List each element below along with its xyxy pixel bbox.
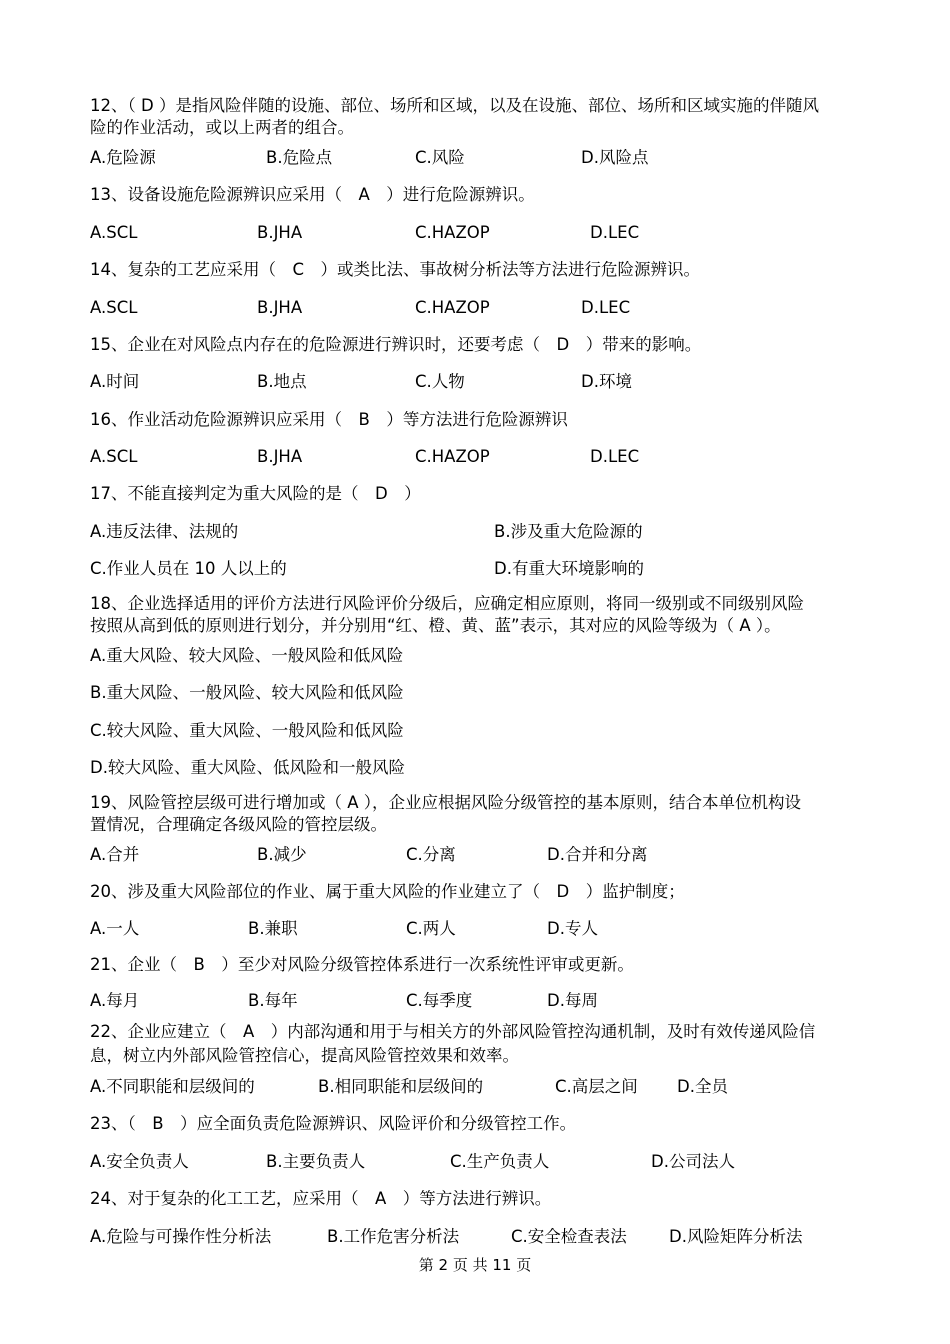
question-21-option-b: B.每年 bbox=[248, 991, 298, 1010]
question-13-option-b: B.JHA bbox=[257, 223, 303, 242]
question-13-option-d: D.LEC bbox=[590, 223, 640, 242]
question-17-option-a: A.违反法律、法规的 bbox=[90, 522, 239, 541]
question-19-option-c: C.分离 bbox=[406, 845, 456, 864]
question-22-option-a: A.不同职能和层级间的 bbox=[90, 1077, 255, 1096]
question-19-option-b: B.减少 bbox=[257, 845, 307, 864]
question-14-option-d: D.LEC bbox=[581, 298, 631, 317]
question-19-line-2: 置情况，合理确定各级风险的管控层级。 bbox=[90, 815, 387, 834]
question-17-option-c: C.作业人员在 10 人以上的 bbox=[90, 559, 287, 578]
question-15-option-a: A.时间 bbox=[90, 372, 140, 391]
question-15-option-c: C.人物 bbox=[415, 372, 465, 391]
question-21-option-a: A.每月 bbox=[90, 991, 140, 1010]
question-22-option-d: D.全员 bbox=[677, 1077, 728, 1096]
question-24-line-1: 24、对于复杂的化工工艺，应采用（ A ）等方法进行辨识。 bbox=[90, 1189, 552, 1208]
question-22-option-b: B.相同职能和层级间的 bbox=[318, 1077, 484, 1096]
question-22-line-1: 22、企业应建立（ A ）内部沟通和用于与相关方的外部风险管控沟通机制，及时有效传递风险信 bbox=[90, 1022, 816, 1041]
question-16-option-d: D.LEC bbox=[590, 447, 640, 466]
question-16-line-1: 16、作业活动危险源辨识应采用（ B ）等方法进行危险源辨识 bbox=[90, 410, 568, 429]
question-23-option-b: B.主要负责人 bbox=[266, 1152, 366, 1171]
question-14-line-1: 14、复杂的工艺应采用（ C ）或类比法、事故树分析法等方法进行危险源辨识。 bbox=[90, 260, 701, 279]
question-13-line-1: 13、设备设施危险源辨识应采用（ A ）进行危险源辨识。 bbox=[90, 185, 535, 204]
question-21-line-1: 21、企业（ B ）至少对风险分级管控体系进行一次系统性评审或更新。 bbox=[90, 955, 634, 974]
page-number-footer: 第 2 页 共 11 页 bbox=[418, 1256, 532, 1274]
question-23-option-c: C.生产负责人 bbox=[450, 1152, 550, 1171]
question-18-option-d: D.较大风险、重大风险、低风险和一般风险 bbox=[90, 758, 405, 777]
question-15-option-d: D.环境 bbox=[581, 372, 632, 391]
question-18-option-c: C.较大风险、重大风险、一般风险和低风险 bbox=[90, 721, 404, 740]
question-20-option-b: B.兼职 bbox=[248, 919, 298, 938]
question-15-option-b: B.地点 bbox=[257, 372, 307, 391]
question-16-option-c: C.HAZOP bbox=[415, 447, 490, 466]
question-24-option-c: C.安全检查表法 bbox=[511, 1227, 627, 1246]
question-18-option-a: A.重大风险、较大风险、一般风险和低风险 bbox=[90, 646, 404, 665]
question-19-option-a: A.合并 bbox=[90, 845, 140, 864]
question-18-line-2: 按照从高到低的原则进行划分，并分别用“红、橙、黄、蓝”表示，其对应的风险等级为（ A ）。 bbox=[90, 616, 781, 635]
question-15-line-1: 15、企业在对风险点内存在的危险源进行辨识时，还要考虑（ D ）带来的影响。 bbox=[90, 335, 702, 354]
question-21-option-c: C.每季度 bbox=[406, 991, 473, 1010]
question-23-line-1: 23、（ B ）应全面负责危险源辨识、风险评价和分级管控工作。 bbox=[90, 1114, 577, 1133]
question-24-option-a: A.危险与可操作性分析法 bbox=[90, 1227, 272, 1246]
question-17-line-1: 17、不能直接判定为重大风险的是（ D ） bbox=[90, 484, 421, 503]
question-18-option-b: B.重大风险、一般风险、较大风险和低风险 bbox=[90, 683, 404, 702]
question-17-option-b: B.涉及重大危险源的 bbox=[494, 522, 643, 541]
question-17-option-d: D.有重大环境影响的 bbox=[494, 559, 644, 578]
question-16-option-b: B.JHA bbox=[257, 447, 303, 466]
question-23-option-d: D.公司法人 bbox=[651, 1152, 735, 1171]
question-13-option-c: C.HAZOP bbox=[415, 223, 490, 242]
question-14-option-c: C.HAZOP bbox=[415, 298, 490, 317]
question-24-option-b: B.工作危害分析法 bbox=[327, 1227, 460, 1246]
question-23-option-a: A.安全负责人 bbox=[90, 1152, 189, 1171]
question-12-option-d: D.风险点 bbox=[581, 148, 649, 167]
question-12-line-1: 12、（ D ）是指风险伴随的设施、部位、场所和区域，以及在设施、部位、场所和区域实施的伴随风 bbox=[90, 96, 819, 115]
question-24-option-d: D.风险矩阵分析法 bbox=[669, 1227, 803, 1246]
question-20-option-c: C.两人 bbox=[406, 919, 456, 938]
question-12-option-a: A.危险源 bbox=[90, 148, 156, 167]
question-14-option-a: A.SCL bbox=[90, 298, 138, 317]
question-12-line-2: 险的作业活动，或以上两者的组合。 bbox=[90, 118, 354, 137]
question-20-line-1: 20、涉及重大风险部位的作业、属于重大风险的作业建立了（ D ）监护制度； bbox=[90, 882, 685, 901]
question-22-option-c: C.高层之间 bbox=[555, 1077, 638, 1096]
question-13-option-a: A.SCL bbox=[90, 223, 138, 242]
question-21-option-d: D.每周 bbox=[547, 991, 598, 1010]
question-19-option-d: D.合并和分离 bbox=[547, 845, 648, 864]
question-20-option-a: A.一人 bbox=[90, 919, 140, 938]
question-12-option-b: B.危险点 bbox=[266, 148, 333, 167]
question-18-line-1: 18、企业选择适用的评价方法进行风险评价分级后，应确定相应原则，将同一级别或不同级别风险 bbox=[90, 594, 804, 613]
question-12-option-c: C.风险 bbox=[415, 148, 465, 167]
question-19-line-1: 19、风险管控层级可进行增加或（ A ），企业应根据风险分级管控的基本原则，结合本单位机构设 bbox=[90, 793, 802, 812]
question-14-option-b: B.JHA bbox=[257, 298, 303, 317]
question-22-line-2: 息，树立内外部风险管控信心，提高风险管控效果和效率。 bbox=[90, 1046, 519, 1065]
question-16-option-a: A.SCL bbox=[90, 447, 138, 466]
question-20-option-d: D.专人 bbox=[547, 919, 598, 938]
